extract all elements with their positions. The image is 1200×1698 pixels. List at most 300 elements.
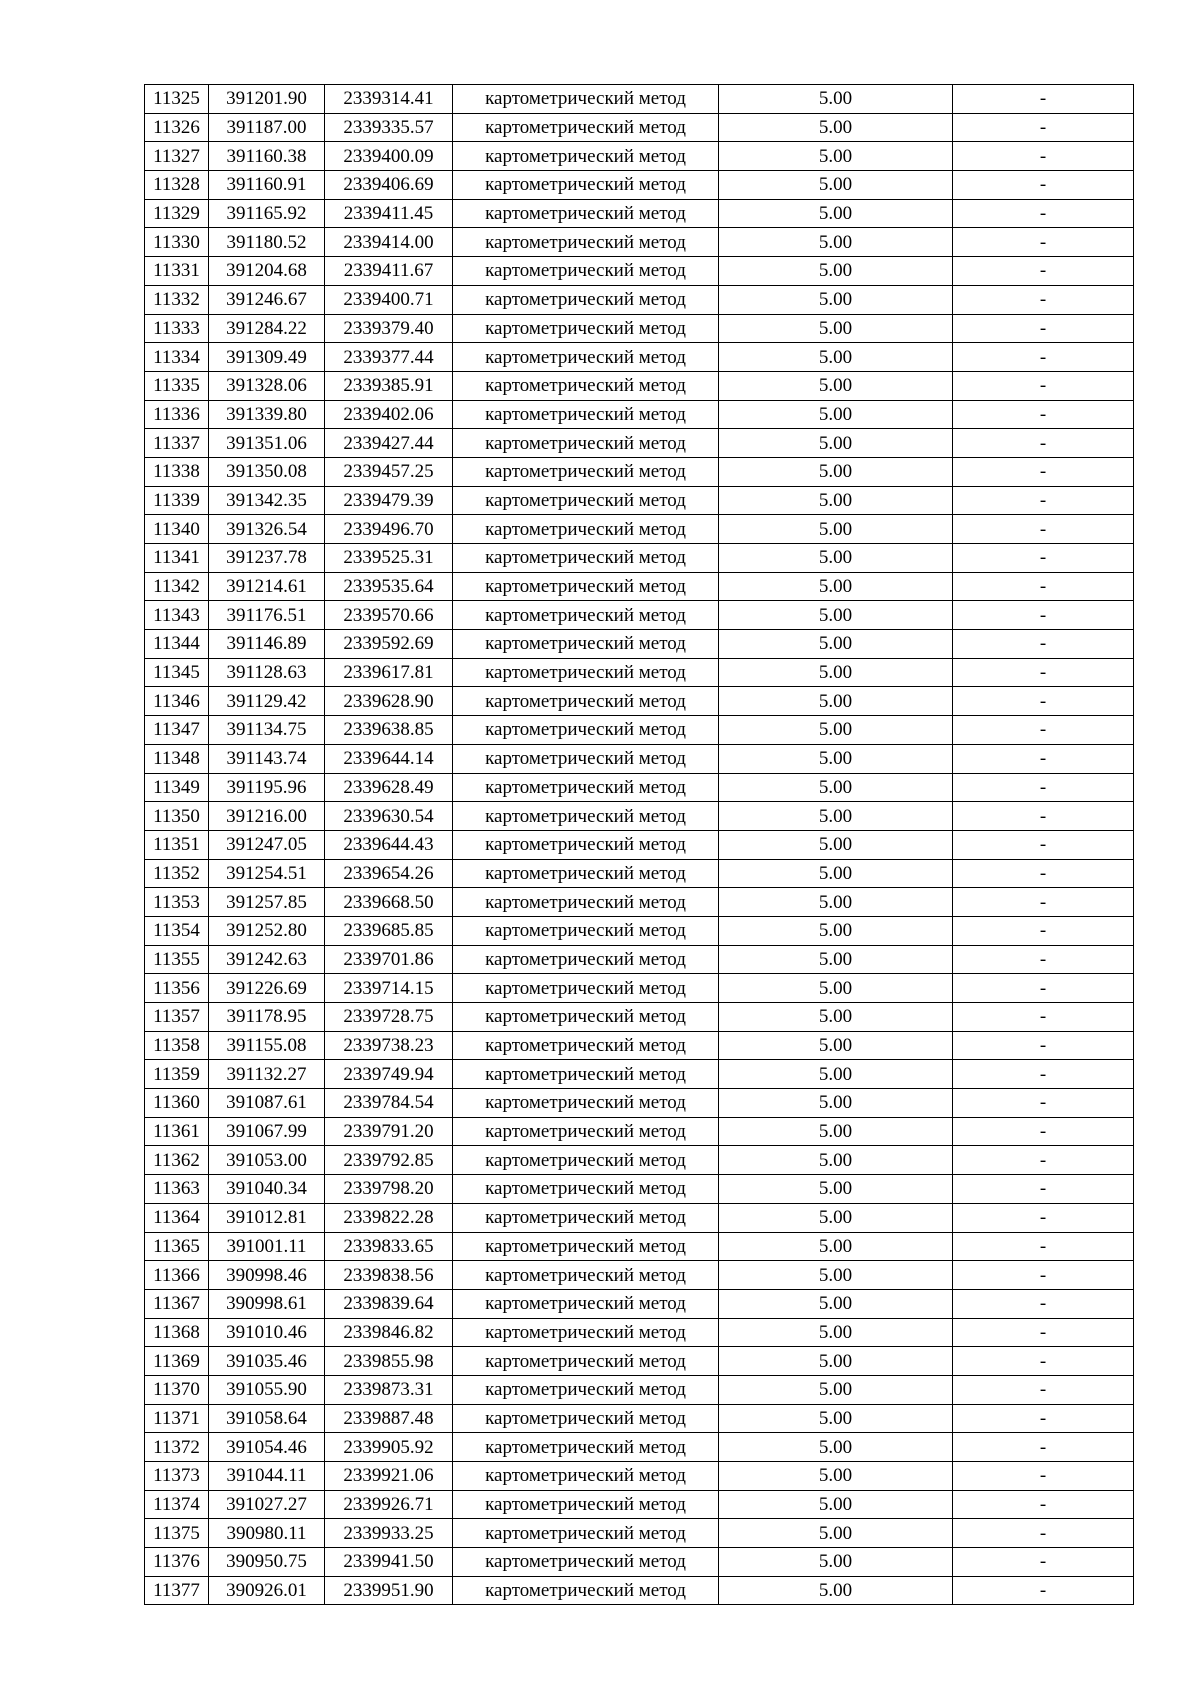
table-row bbox=[145, 142, 1134, 171]
y-coordinate-cell: 2339496.70 bbox=[325, 515, 453, 544]
method-cell: картометрический метод bbox=[453, 1289, 719, 1318]
method-cell: картометрический метод bbox=[453, 945, 719, 974]
table-row bbox=[145, 1490, 1134, 1519]
x-coordinate-cell: 391055.90 bbox=[209, 1375, 325, 1404]
x-coordinate-cell: 391309.49 bbox=[209, 343, 325, 372]
x-coordinate-cell: 391201.90 bbox=[209, 85, 325, 114]
x-coordinate-cell: 390926.01 bbox=[209, 1576, 325, 1605]
table-row bbox=[145, 773, 1134, 802]
table-row bbox=[145, 85, 1134, 114]
x-coordinate-cell: 391134.75 bbox=[209, 716, 325, 745]
note-cell: - bbox=[953, 1347, 1134, 1376]
x-coordinate-cell: 391155.08 bbox=[209, 1031, 325, 1060]
y-coordinate-cell: 2339457.25 bbox=[325, 457, 453, 486]
note-cell: - bbox=[953, 1089, 1134, 1118]
accuracy-cell: 5.00 bbox=[719, 601, 953, 630]
method-cell: картометрический метод bbox=[453, 429, 719, 458]
accuracy-cell: 5.00 bbox=[719, 630, 953, 659]
note-cell: - bbox=[953, 1462, 1134, 1491]
x-coordinate-cell: 391143.74 bbox=[209, 744, 325, 773]
method-cell: картометрический метод bbox=[453, 1576, 719, 1605]
table-row bbox=[145, 1060, 1134, 1089]
y-coordinate-cell: 2339933.25 bbox=[325, 1519, 453, 1548]
x-coordinate-cell: 391242.63 bbox=[209, 945, 325, 974]
y-coordinate-cell: 2339402.06 bbox=[325, 400, 453, 429]
y-coordinate-cell: 2339628.49 bbox=[325, 773, 453, 802]
note-cell: - bbox=[953, 142, 1134, 171]
point-number-cell: 11325 bbox=[145, 85, 209, 114]
method-cell: картометрический метод bbox=[453, 142, 719, 171]
accuracy-cell: 5.00 bbox=[719, 199, 953, 228]
method-cell: картометрический метод bbox=[453, 716, 719, 745]
method-cell: картометрический метод bbox=[453, 802, 719, 831]
accuracy-cell: 5.00 bbox=[719, 1031, 953, 1060]
table-row bbox=[145, 802, 1134, 831]
x-coordinate-cell: 391284.22 bbox=[209, 314, 325, 343]
point-number-cell: 11350 bbox=[145, 802, 209, 831]
point-number-cell: 11356 bbox=[145, 974, 209, 1003]
y-coordinate-cell: 2339839.64 bbox=[325, 1289, 453, 1318]
point-number-cell: 11332 bbox=[145, 285, 209, 314]
y-coordinate-cell: 2339479.39 bbox=[325, 486, 453, 515]
y-coordinate-cell: 2339791.20 bbox=[325, 1117, 453, 1146]
method-cell: картометрический метод bbox=[453, 1404, 719, 1433]
y-coordinate-cell: 2339592.69 bbox=[325, 630, 453, 659]
point-number-cell: 11365 bbox=[145, 1232, 209, 1261]
method-cell: картометрический метод bbox=[453, 658, 719, 687]
table-row bbox=[145, 1548, 1134, 1577]
x-coordinate-cell: 391010.46 bbox=[209, 1318, 325, 1347]
method-cell: картометрический метод bbox=[453, 1548, 719, 1577]
note-cell: - bbox=[953, 888, 1134, 917]
accuracy-cell: 5.00 bbox=[719, 1576, 953, 1605]
note-cell: - bbox=[953, 630, 1134, 659]
note-cell: - bbox=[953, 343, 1134, 372]
accuracy-cell: 5.00 bbox=[719, 1003, 953, 1032]
note-cell: - bbox=[953, 945, 1134, 974]
point-number-cell: 11335 bbox=[145, 371, 209, 400]
accuracy-cell: 5.00 bbox=[719, 343, 953, 372]
method-cell: картометрический метод bbox=[453, 400, 719, 429]
y-coordinate-cell: 2339411.45 bbox=[325, 199, 453, 228]
y-coordinate-cell: 2339887.48 bbox=[325, 1404, 453, 1433]
accuracy-cell: 5.00 bbox=[719, 429, 953, 458]
accuracy-cell: 5.00 bbox=[719, 1117, 953, 1146]
point-number-cell: 11328 bbox=[145, 171, 209, 200]
point-number-cell: 11369 bbox=[145, 1347, 209, 1376]
x-coordinate-cell: 391044.11 bbox=[209, 1462, 325, 1491]
method-cell: картометрический метод bbox=[453, 1203, 719, 1232]
point-number-cell: 11342 bbox=[145, 572, 209, 601]
accuracy-cell: 5.00 bbox=[719, 1548, 953, 1577]
accuracy-cell: 5.00 bbox=[719, 1175, 953, 1204]
point-number-cell: 11368 bbox=[145, 1318, 209, 1347]
y-coordinate-cell: 2339838.56 bbox=[325, 1261, 453, 1290]
accuracy-cell: 5.00 bbox=[719, 1404, 953, 1433]
y-coordinate-cell: 2339570.66 bbox=[325, 601, 453, 630]
point-number-cell: 11339 bbox=[145, 486, 209, 515]
note-cell: - bbox=[953, 974, 1134, 1003]
accuracy-cell: 5.00 bbox=[719, 1203, 953, 1232]
note-cell: - bbox=[953, 1548, 1134, 1577]
table-row bbox=[145, 1462, 1134, 1491]
method-cell: картометрический метод bbox=[453, 457, 719, 486]
table-row bbox=[145, 1576, 1134, 1605]
table-row bbox=[145, 486, 1134, 515]
point-number-cell: 11363 bbox=[145, 1175, 209, 1204]
x-coordinate-cell: 391012.81 bbox=[209, 1203, 325, 1232]
x-coordinate-cell: 391226.69 bbox=[209, 974, 325, 1003]
point-number-cell: 11361 bbox=[145, 1117, 209, 1146]
y-coordinate-cell: 2339385.91 bbox=[325, 371, 453, 400]
method-cell: картометрический метод bbox=[453, 285, 719, 314]
point-number-cell: 11357 bbox=[145, 1003, 209, 1032]
x-coordinate-cell: 391180.52 bbox=[209, 228, 325, 257]
table-row bbox=[145, 457, 1134, 486]
point-number-cell: 11327 bbox=[145, 142, 209, 171]
point-number-cell: 11349 bbox=[145, 773, 209, 802]
y-coordinate-cell: 2339951.90 bbox=[325, 1576, 453, 1605]
accuracy-cell: 5.00 bbox=[719, 1519, 953, 1548]
point-number-cell: 11371 bbox=[145, 1404, 209, 1433]
note-cell: - bbox=[953, 1232, 1134, 1261]
note-cell: - bbox=[953, 1404, 1134, 1433]
table-row bbox=[145, 601, 1134, 630]
note-cell: - bbox=[953, 572, 1134, 601]
point-number-cell: 11336 bbox=[145, 400, 209, 429]
note-cell: - bbox=[953, 1060, 1134, 1089]
method-cell: картометрический метод bbox=[453, 830, 719, 859]
point-number-cell: 11340 bbox=[145, 515, 209, 544]
table-row bbox=[145, 199, 1134, 228]
x-coordinate-cell: 391067.99 bbox=[209, 1117, 325, 1146]
table-row bbox=[145, 744, 1134, 773]
x-coordinate-cell: 391246.67 bbox=[209, 285, 325, 314]
note-cell: - bbox=[953, 1146, 1134, 1175]
note-cell: - bbox=[953, 1433, 1134, 1462]
point-number-cell: 11370 bbox=[145, 1375, 209, 1404]
accuracy-cell: 5.00 bbox=[719, 1261, 953, 1290]
y-coordinate-cell: 2339535.64 bbox=[325, 572, 453, 601]
note-cell: - bbox=[953, 228, 1134, 257]
point-number-cell: 11338 bbox=[145, 457, 209, 486]
y-coordinate-cell: 2339377.44 bbox=[325, 343, 453, 372]
note-cell: - bbox=[953, 658, 1134, 687]
method-cell: картометрический метод bbox=[453, 859, 719, 888]
table-row bbox=[145, 1175, 1134, 1204]
method-cell: картометрический метод bbox=[453, 257, 719, 286]
table-row bbox=[145, 113, 1134, 142]
accuracy-cell: 5.00 bbox=[719, 285, 953, 314]
table-row bbox=[145, 1261, 1134, 1290]
accuracy-cell: 5.00 bbox=[719, 457, 953, 486]
note-cell: - bbox=[953, 1003, 1134, 1032]
y-coordinate-cell: 2339411.67 bbox=[325, 257, 453, 286]
point-number-cell: 11353 bbox=[145, 888, 209, 917]
point-number-cell: 11348 bbox=[145, 744, 209, 773]
note-cell: - bbox=[953, 1318, 1134, 1347]
note-cell: - bbox=[953, 830, 1134, 859]
point-number-cell: 11346 bbox=[145, 687, 209, 716]
x-coordinate-cell: 390980.11 bbox=[209, 1519, 325, 1548]
method-cell: картометрический метод bbox=[453, 1318, 719, 1347]
x-coordinate-cell: 391237.78 bbox=[209, 544, 325, 573]
x-coordinate-cell: 391204.68 bbox=[209, 257, 325, 286]
note-cell: - bbox=[953, 1289, 1134, 1318]
x-coordinate-cell: 391195.96 bbox=[209, 773, 325, 802]
table-row bbox=[145, 343, 1134, 372]
point-number-cell: 11330 bbox=[145, 228, 209, 257]
table-row bbox=[145, 1203, 1134, 1232]
point-number-cell: 11326 bbox=[145, 113, 209, 142]
table-row bbox=[145, 371, 1134, 400]
y-coordinate-cell: 2339822.28 bbox=[325, 1203, 453, 1232]
method-cell: картометрический метод bbox=[453, 199, 719, 228]
point-number-cell: 11343 bbox=[145, 601, 209, 630]
point-number-cell: 11375 bbox=[145, 1519, 209, 1548]
y-coordinate-cell: 2339792.85 bbox=[325, 1146, 453, 1175]
table-row bbox=[145, 687, 1134, 716]
table-row bbox=[145, 1375, 1134, 1404]
point-number-cell: 11352 bbox=[145, 859, 209, 888]
y-coordinate-cell: 2339427.44 bbox=[325, 429, 453, 458]
note-cell: - bbox=[953, 687, 1134, 716]
y-coordinate-cell: 2339400.71 bbox=[325, 285, 453, 314]
method-cell: картометрический метод bbox=[453, 1519, 719, 1548]
note-cell: - bbox=[953, 544, 1134, 573]
method-cell: картометрический метод bbox=[453, 1490, 719, 1519]
accuracy-cell: 5.00 bbox=[719, 1375, 953, 1404]
accuracy-cell: 5.00 bbox=[719, 1462, 953, 1491]
note-cell: - bbox=[953, 371, 1134, 400]
method-cell: картометрический метод bbox=[453, 228, 719, 257]
note-cell: - bbox=[953, 1031, 1134, 1060]
accuracy-cell: 5.00 bbox=[719, 1089, 953, 1118]
x-coordinate-cell: 391254.51 bbox=[209, 859, 325, 888]
x-coordinate-cell: 391128.63 bbox=[209, 658, 325, 687]
accuracy-cell: 5.00 bbox=[719, 716, 953, 745]
accuracy-cell: 5.00 bbox=[719, 371, 953, 400]
y-coordinate-cell: 2339873.31 bbox=[325, 1375, 453, 1404]
table-row bbox=[145, 1289, 1134, 1318]
x-coordinate-cell: 391129.42 bbox=[209, 687, 325, 716]
accuracy-cell: 5.00 bbox=[719, 544, 953, 573]
accuracy-cell: 5.00 bbox=[719, 515, 953, 544]
method-cell: картометрический метод bbox=[453, 630, 719, 659]
table-row bbox=[145, 830, 1134, 859]
table-row bbox=[145, 888, 1134, 917]
accuracy-cell: 5.00 bbox=[719, 658, 953, 687]
x-coordinate-cell: 391087.61 bbox=[209, 1089, 325, 1118]
method-cell: картометрический метод bbox=[453, 601, 719, 630]
x-coordinate-cell: 391328.06 bbox=[209, 371, 325, 400]
y-coordinate-cell: 2339654.26 bbox=[325, 859, 453, 888]
note-cell: - bbox=[953, 486, 1134, 515]
y-coordinate-cell: 2339846.82 bbox=[325, 1318, 453, 1347]
accuracy-cell: 5.00 bbox=[719, 802, 953, 831]
point-number-cell: 11358 bbox=[145, 1031, 209, 1060]
y-coordinate-cell: 2339784.54 bbox=[325, 1089, 453, 1118]
note-cell: - bbox=[953, 802, 1134, 831]
x-coordinate-cell: 391187.00 bbox=[209, 113, 325, 142]
table-row bbox=[145, 916, 1134, 945]
method-cell: картометрический метод bbox=[453, 1375, 719, 1404]
table-row bbox=[145, 515, 1134, 544]
method-cell: картометрический метод bbox=[453, 1003, 719, 1032]
point-number-cell: 11354 bbox=[145, 916, 209, 945]
y-coordinate-cell: 2339335.57 bbox=[325, 113, 453, 142]
method-cell: картометрический метод bbox=[453, 314, 719, 343]
table-row bbox=[145, 1404, 1134, 1433]
x-coordinate-cell: 391132.27 bbox=[209, 1060, 325, 1089]
accuracy-cell: 5.00 bbox=[719, 773, 953, 802]
accuracy-cell: 5.00 bbox=[719, 257, 953, 286]
accuracy-cell: 5.00 bbox=[719, 1232, 953, 1261]
point-number-cell: 11364 bbox=[145, 1203, 209, 1232]
x-coordinate-cell: 391257.85 bbox=[209, 888, 325, 917]
y-coordinate-cell: 2339749.94 bbox=[325, 1060, 453, 1089]
y-coordinate-cell: 2339638.85 bbox=[325, 716, 453, 745]
method-cell: картометрический метод bbox=[453, 888, 719, 917]
table-row bbox=[145, 1117, 1134, 1146]
table-row bbox=[145, 945, 1134, 974]
method-cell: картометрический метод bbox=[453, 486, 719, 515]
x-coordinate-cell: 391350.08 bbox=[209, 457, 325, 486]
y-coordinate-cell: 2339525.31 bbox=[325, 544, 453, 573]
accuracy-cell: 5.00 bbox=[719, 859, 953, 888]
y-coordinate-cell: 2339685.85 bbox=[325, 916, 453, 945]
table-row bbox=[145, 1089, 1134, 1118]
note-cell: - bbox=[953, 859, 1134, 888]
x-coordinate-cell: 391054.46 bbox=[209, 1433, 325, 1462]
note-cell: - bbox=[953, 1490, 1134, 1519]
x-coordinate-cell: 390998.46 bbox=[209, 1261, 325, 1290]
note-cell: - bbox=[953, 1576, 1134, 1605]
table-row bbox=[145, 1433, 1134, 1462]
table-row bbox=[145, 257, 1134, 286]
y-coordinate-cell: 2339379.40 bbox=[325, 314, 453, 343]
table-row bbox=[145, 228, 1134, 257]
x-coordinate-cell: 390998.61 bbox=[209, 1289, 325, 1318]
y-coordinate-cell: 2339630.54 bbox=[325, 802, 453, 831]
point-number-cell: 11360 bbox=[145, 1089, 209, 1118]
method-cell: картометрический метод bbox=[453, 1117, 719, 1146]
method-cell: картометрический метод bbox=[453, 1060, 719, 1089]
method-cell: картометрический метод bbox=[453, 1146, 719, 1175]
y-coordinate-cell: 2339855.98 bbox=[325, 1347, 453, 1376]
accuracy-cell: 5.00 bbox=[719, 572, 953, 601]
method-cell: картометрический метод bbox=[453, 113, 719, 142]
note-cell: - bbox=[953, 257, 1134, 286]
y-coordinate-cell: 2339617.81 bbox=[325, 658, 453, 687]
x-coordinate-cell: 391247.05 bbox=[209, 830, 325, 859]
note-cell: - bbox=[953, 199, 1134, 228]
table-row bbox=[145, 658, 1134, 687]
accuracy-cell: 5.00 bbox=[719, 314, 953, 343]
y-coordinate-cell: 2339628.90 bbox=[325, 687, 453, 716]
accuracy-cell: 5.00 bbox=[719, 1060, 953, 1089]
point-number-cell: 11345 bbox=[145, 658, 209, 687]
point-number-cell: 11341 bbox=[145, 544, 209, 573]
y-coordinate-cell: 2339728.75 bbox=[325, 1003, 453, 1032]
method-cell: картометрический метод bbox=[453, 974, 719, 1003]
method-cell: картометрический метод bbox=[453, 916, 719, 945]
x-coordinate-cell: 391326.54 bbox=[209, 515, 325, 544]
method-cell: картометрический метод bbox=[453, 1031, 719, 1060]
point-number-cell: 11333 bbox=[145, 314, 209, 343]
y-coordinate-cell: 2339798.20 bbox=[325, 1175, 453, 1204]
table-row bbox=[145, 429, 1134, 458]
table-row bbox=[145, 285, 1134, 314]
table-row bbox=[145, 1003, 1134, 1032]
accuracy-cell: 5.00 bbox=[719, 830, 953, 859]
point-number-cell: 11329 bbox=[145, 199, 209, 228]
method-cell: картометрический метод bbox=[453, 1462, 719, 1491]
table-row bbox=[145, 544, 1134, 573]
y-coordinate-cell: 2339941.50 bbox=[325, 1548, 453, 1577]
accuracy-cell: 5.00 bbox=[719, 1433, 953, 1462]
x-coordinate-cell: 391160.38 bbox=[209, 142, 325, 171]
note-cell: - bbox=[953, 285, 1134, 314]
x-coordinate-cell: 391001.11 bbox=[209, 1232, 325, 1261]
x-coordinate-cell: 391058.64 bbox=[209, 1404, 325, 1433]
accuracy-cell: 5.00 bbox=[719, 1318, 953, 1347]
note-cell: - bbox=[953, 744, 1134, 773]
accuracy-cell: 5.00 bbox=[719, 888, 953, 917]
x-coordinate-cell: 391176.51 bbox=[209, 601, 325, 630]
x-coordinate-cell: 390950.75 bbox=[209, 1548, 325, 1577]
table-row bbox=[145, 1232, 1134, 1261]
x-coordinate-cell: 391165.92 bbox=[209, 199, 325, 228]
note-cell: - bbox=[953, 515, 1134, 544]
x-coordinate-cell: 391027.27 bbox=[209, 1490, 325, 1519]
y-coordinate-cell: 2339701.86 bbox=[325, 945, 453, 974]
x-coordinate-cell: 391146.89 bbox=[209, 630, 325, 659]
accuracy-cell: 5.00 bbox=[719, 744, 953, 773]
y-coordinate-cell: 2339833.65 bbox=[325, 1232, 453, 1261]
table-row bbox=[145, 171, 1134, 200]
note-cell: - bbox=[953, 85, 1134, 114]
method-cell: картометрический метод bbox=[453, 85, 719, 114]
note-cell: - bbox=[953, 1261, 1134, 1290]
accuracy-cell: 5.00 bbox=[719, 142, 953, 171]
x-coordinate-cell: 391214.61 bbox=[209, 572, 325, 601]
point-number-cell: 11331 bbox=[145, 257, 209, 286]
point-number-cell: 11337 bbox=[145, 429, 209, 458]
method-cell: картометрический метод bbox=[453, 744, 719, 773]
y-coordinate-cell: 2339926.71 bbox=[325, 1490, 453, 1519]
method-cell: картометрический метод bbox=[453, 773, 719, 802]
x-coordinate-cell: 391178.95 bbox=[209, 1003, 325, 1032]
y-coordinate-cell: 2339644.14 bbox=[325, 744, 453, 773]
y-coordinate-cell: 2339921.06 bbox=[325, 1462, 453, 1491]
point-number-cell: 11355 bbox=[145, 945, 209, 974]
method-cell: картометрический метод bbox=[453, 687, 719, 716]
accuracy-cell: 5.00 bbox=[719, 486, 953, 515]
note-cell: - bbox=[953, 1203, 1134, 1232]
point-number-cell: 11347 bbox=[145, 716, 209, 745]
note-cell: - bbox=[953, 773, 1134, 802]
note-cell: - bbox=[953, 171, 1134, 200]
table-row bbox=[145, 572, 1134, 601]
point-number-cell: 11366 bbox=[145, 1261, 209, 1290]
accuracy-cell: 5.00 bbox=[719, 171, 953, 200]
note-cell: - bbox=[953, 429, 1134, 458]
x-coordinate-cell: 391053.00 bbox=[209, 1146, 325, 1175]
x-coordinate-cell: 391160.91 bbox=[209, 171, 325, 200]
accuracy-cell: 5.00 bbox=[719, 85, 953, 114]
y-coordinate-cell: 2339738.23 bbox=[325, 1031, 453, 1060]
